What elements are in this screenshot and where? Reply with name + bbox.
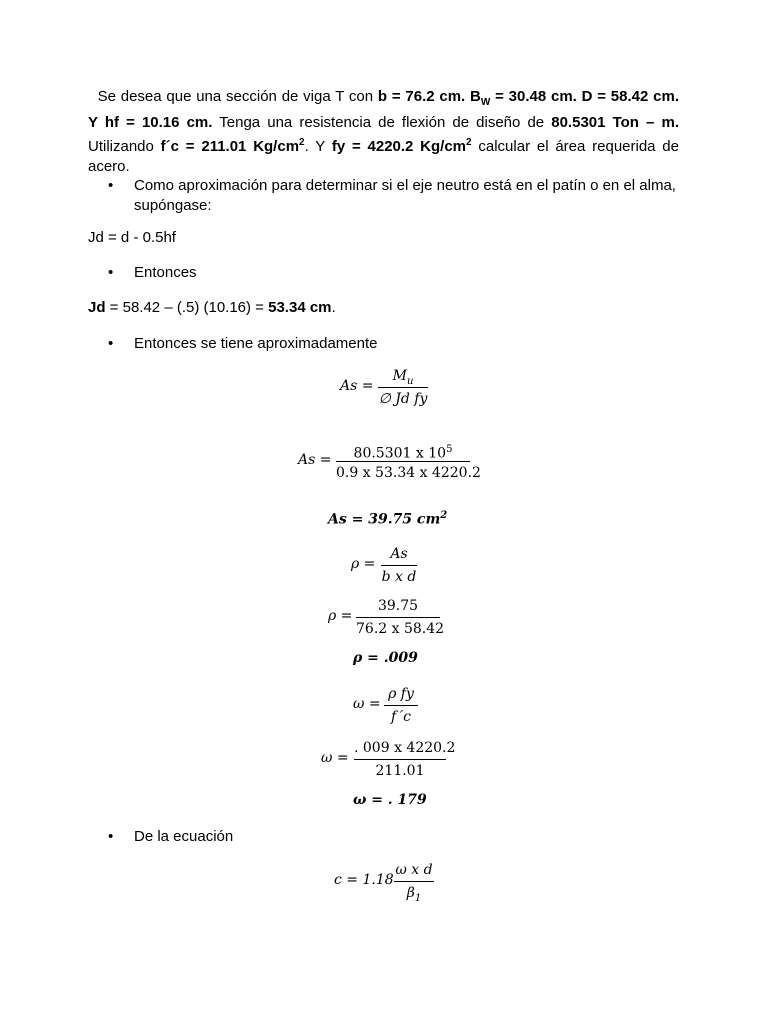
equation-as-substitution: As = 80.5301 x $10^5$ 0.9 x 53.34 x 4220.2 (88, 440, 679, 490)
equation-omega-substitution: ω = . 009 x 4220.2 211.01 (321, 740, 456, 779)
bullet-item: • De la ecuación (108, 828, 234, 845)
equation-omega-result: ω = . 179 (353, 792, 427, 808)
fy-value: fy = 4220.2 Kg/cm (331, 138, 467, 155)
bullet-item: • Como aproximación para determinar si el eje neutro está en el patín o en el alma, supóngase: (108, 177, 676, 214)
fraction: ω x d $\beta_1$ (395, 862, 433, 904)
fraction: ρ fy f´c (384, 684, 418, 727)
fraction: . 009 x 4220.2 211.01 (354, 740, 456, 779)
jd-formula: Jd = d - 0.5hf (88, 229, 176, 246)
jd-calculation: Jd = 58.42 – (.5) (10.16) = 53.34 cm. (88, 299, 336, 316)
fraction: 80.5301 x $10^5$ 0.9 x 53.34 x 4220.2 (336, 444, 481, 481)
fraction: $M_u$ ∅ Jd fy (378, 368, 428, 407)
fraction: As b x d (381, 546, 417, 585)
bullet-item: • Entonces se tiene aproximadamente (108, 335, 378, 352)
mu-value: 80.5301 Ton – m. (551, 114, 679, 131)
equation-omega-formula: ω = ρ fy f´c (88, 684, 679, 734)
bullet-icon: • (108, 335, 114, 352)
bullet-icon: • (108, 828, 114, 845)
fc-value: f´c = 211.01 Kg/cm (160, 138, 300, 155)
bullet-item: • Entonces (108, 264, 197, 281)
equation-as-formula: As = $M_u$ ∅ Jd fy (340, 368, 428, 407)
equation-c-formula: c = 1.18 ω x d $\beta_1$ (334, 862, 433, 904)
bullet-icon: • (108, 264, 114, 281)
b-value: b = 76.2 cm. (377, 88, 466, 105)
equation-rho-substitution: ρ = 39.75 76.2 x 58.42 (328, 598, 445, 637)
equation-as-result: As = 39.75 $cm^2$ (328, 510, 448, 528)
bullet-icon: • (108, 177, 114, 194)
equation-rho-formula: ρ = As b x d (351, 546, 417, 585)
equation-rho-result: ρ = .009 (353, 650, 418, 666)
problem-statement: Se desea que una sección de viga T con b = 76.2 cm. $B_W = 30.48$ cm. D = 58.42 cm. Y hf = 10.16 cm. Tenga una resistencia de flexión de diseño de 80.5301 Ton – m. Utilizando f´c = 211.01 $Kg/cm^2$. Y fy = 4220.2 $Kg/cm^2$ calcular el área requerida de acero. (88, 88, 679, 175)
fraction: 39.75 76.2 x 58.42 (356, 598, 445, 637)
